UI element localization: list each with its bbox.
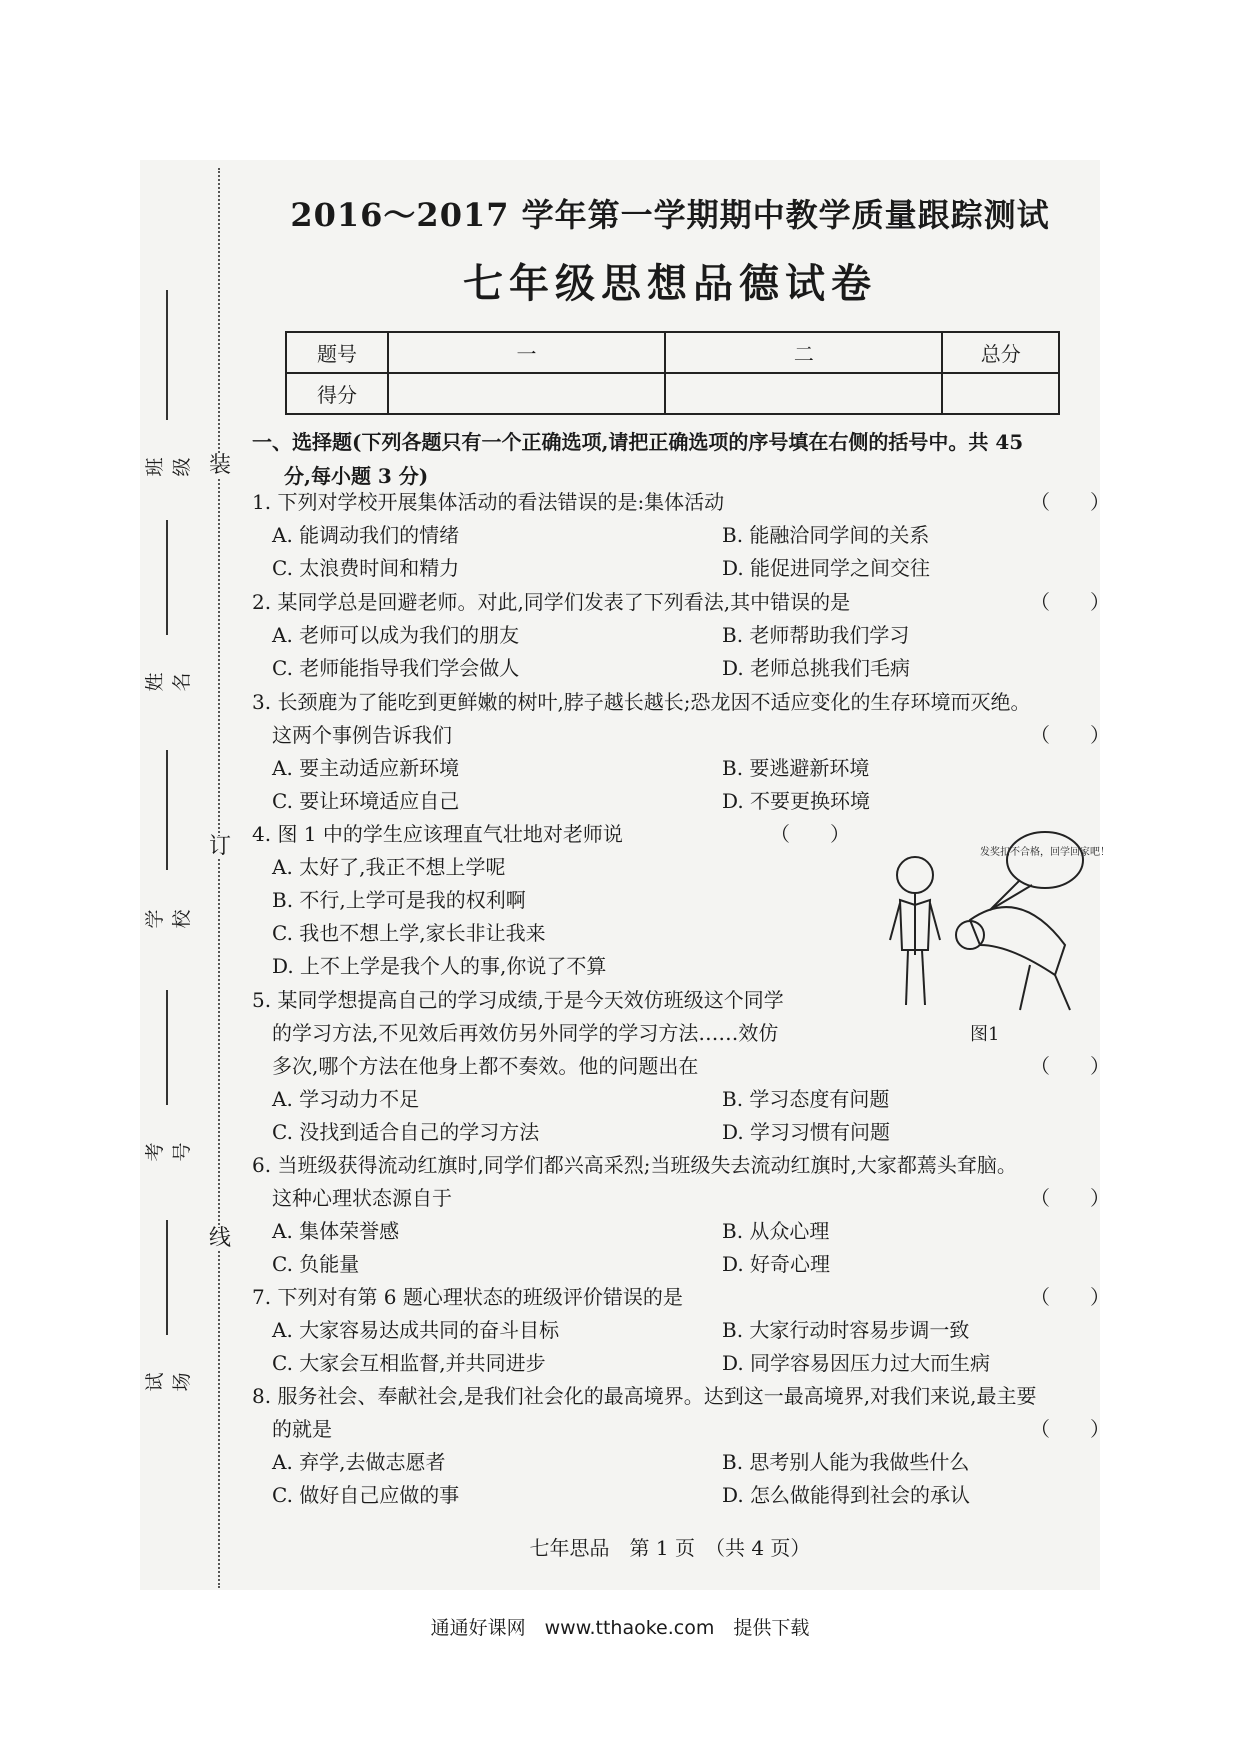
question-1-option-a[interactable]: A. 能调动我们的情绪	[272, 523, 460, 547]
score-header-part1: 一	[388, 332, 665, 373]
question-8-stem-line1: 8. 服务社会、奉献社会,是我们社会化的最高境界。达到这一最高境界,对我们来说,最主要	[252, 1384, 1037, 1408]
question-5-option-c[interactable]: C. 没找到适合自己的学习方法	[272, 1120, 540, 1144]
school-label: 学校	[144, 909, 193, 929]
question-2-option-d[interactable]: D. 老师总挑我们毛病	[722, 656, 911, 680]
question-6-stem-line2: 这种心理状态源自于	[272, 1186, 452, 1210]
name-label: 姓名	[144, 672, 193, 692]
question-2-option-c[interactable]: C. 老师能指导我们学会做人	[272, 656, 520, 680]
question-4-stem: 4. 图 1 中的学生应该理直气壮地对老师说	[252, 822, 623, 846]
question-3-option-b[interactable]: B. 要逃避新环境	[722, 756, 870, 780]
question-5-answer-blank[interactable]: （ ）	[1030, 1054, 1110, 1078]
question-7-option-b[interactable]: B. 大家行动时容易步调一致	[722, 1318, 970, 1342]
download-credit: 通通好课网 www.tthaoke.com 提供下载	[430, 1617, 810, 1639]
question-6-stem-line1: 6. 当班级获得流动红旗时,同学们都兴高采烈;当班级失去流动红旗时,大家都蔫头耷脑。	[252, 1153, 1017, 1177]
question-6-option-d[interactable]: D. 好奇心理	[722, 1252, 831, 1276]
question-3-stem-line2: 这两个事例告诉我们	[272, 723, 452, 747]
question-6-option-c[interactable]: C. 负能量	[272, 1252, 360, 1276]
exam-subtitle: 七年级思想品德试卷	[463, 260, 877, 307]
question-4-option-a[interactable]: A. 太好了,我正不想上学呢	[272, 855, 506, 879]
section-heading-line1: 一、选择题(下列各题只有一个正确选项,请把正确选项的序号填在右侧的括号中。共 45	[252, 430, 1024, 454]
figure-1-speech: 发奖扣不合格，回学回家吧！	[980, 847, 1110, 858]
question-5-option-b[interactable]: B. 学习态度有问题	[722, 1087, 890, 1111]
page-footer: 七年思品 第 1 页 （共 4 页）	[529, 1536, 811, 1560]
question-6-option-a[interactable]: A. 集体荣誉感	[272, 1219, 400, 1243]
question-4-answer-blank[interactable]: （ ）	[770, 822, 850, 846]
question-1-option-c[interactable]: C. 太浪费时间和精力	[272, 556, 460, 580]
score-cell-part1[interactable]	[388, 373, 665, 414]
question-8-option-a[interactable]: A. 弃学,去做志愿者	[272, 1450, 446, 1474]
question-1-option-d[interactable]: D. 能促进同学之间交往	[722, 556, 931, 580]
question-5-stem-line2: 的学习方法,不见效后再效仿另外同学的学习方法……效仿	[272, 1021, 779, 1045]
question-6-answer-blank[interactable]: （ ）	[1030, 1186, 1110, 1210]
question-3-option-d[interactable]: D. 不要更换环境	[722, 789, 871, 813]
question-1-answer-blank[interactable]: （ ）	[1030, 490, 1110, 514]
section-heading-line2: 分,每小题 3 分)	[284, 464, 429, 488]
question-5-stem-line1: 5. 某同学想提高自己的学习成绩,于是今天效仿班级这个同学	[252, 988, 784, 1012]
question-2-answer-blank[interactable]: （ ）	[1030, 590, 1110, 614]
question-3-option-a[interactable]: A. 要主动适应新环境	[272, 756, 460, 780]
figure-1-cartoon	[870, 825, 1110, 1025]
question-3-answer-blank[interactable]: （ ）	[1030, 723, 1110, 747]
question-5-option-a[interactable]: A. 学习动力不足	[272, 1087, 420, 1111]
name-field[interactable]	[144, 520, 193, 700]
binding-char-xian: 线	[208, 1226, 231, 1251]
question-7-option-d[interactable]: D. 同学容易因压力过大而生病	[722, 1351, 991, 1375]
question-4-option-c[interactable]: C. 我也不想上学,家长非让我来	[272, 921, 546, 945]
binding-char-zhuang: 装	[208, 453, 231, 478]
question-7-option-c[interactable]: C. 大家会互相监督,并共同进步	[272, 1351, 546, 1375]
question-6-option-b[interactable]: B. 从众心理	[722, 1219, 830, 1243]
question-7-stem: 7. 下列对有第 6 题心理状态的班级评价错误的是	[252, 1285, 683, 1309]
score-header-part2: 二	[665, 332, 942, 373]
question-1-stem: 1. 下列对学校开展集体活动的看法错误的是:集体活动	[252, 490, 725, 514]
score-row-label: 得分	[286, 373, 388, 414]
binding-line	[218, 168, 220, 1588]
question-4-option-d[interactable]: D. 上不上学是我个人的事,你说了不算	[272, 954, 607, 978]
section-heading	[252, 425, 1092, 493]
school-field[interactable]	[144, 750, 193, 930]
exam-room-label: 试场	[144, 1372, 193, 1392]
question-1-option-b[interactable]: B. 能融洽同学间的关系	[722, 523, 930, 547]
exam-room-field[interactable]	[144, 1220, 193, 1400]
exam-number-field[interactable]	[144, 990, 193, 1170]
question-2-option-b[interactable]: B. 老师帮助我们学习	[722, 623, 910, 647]
question-8-option-b[interactable]: B. 思考别人能为我做些什么	[722, 1450, 970, 1474]
question-3-option-c[interactable]: C. 要让环境适应自己	[272, 789, 460, 813]
question-5-stem-line3: 多次,哪个方法在他身上都不奏效。他的问题出在	[272, 1054, 699, 1078]
score-cell-total[interactable]	[942, 373, 1059, 414]
question-8-answer-blank[interactable]: （ ）	[1030, 1417, 1110, 1441]
class-field[interactable]	[144, 290, 193, 490]
question-4-option-b[interactable]: B. 不行,上学可是我的权利啊	[272, 888, 526, 912]
question-5-option-d[interactable]: D. 学习习惯有问题	[722, 1120, 891, 1144]
figure-1-caption: 图1	[970, 1024, 1000, 1045]
question-3-stem-line1: 3. 长颈鹿为了能吃到更鲜嫩的树叶,脖子越长越长;恐龙因不适应变化的生存环境而灭绝。	[252, 690, 1031, 714]
exam-title: 2016～2017 学年第一学期期中教学质量跟踪测试	[290, 196, 1050, 234]
question-2-stem: 2. 某同学总是回避老师。对此,同学们发表了下列看法,其中错误的是	[252, 590, 851, 614]
question-7-option-a[interactable]: A. 大家容易达成共同的奋斗目标	[272, 1318, 560, 1342]
question-8-option-d[interactable]: D. 怎么做能得到社会的承认	[722, 1483, 971, 1507]
score-header-total: 总分	[942, 332, 1059, 373]
score-header-number: 题号	[286, 332, 388, 373]
question-8-stem-line2: 的就是	[272, 1417, 332, 1441]
score-table	[285, 331, 1060, 415]
class-label: 班级	[144, 457, 193, 477]
score-cell-part2[interactable]	[665, 373, 942, 414]
question-7-answer-blank[interactable]: （ ）	[1030, 1285, 1110, 1309]
question-8-option-c[interactable]: C. 做好自己应做的事	[272, 1483, 460, 1507]
exam-number-label: 考号	[144, 1142, 193, 1162]
question-2-option-a[interactable]: A. 老师可以成为我们的朋友	[272, 623, 520, 647]
binding-char-ding: 订	[208, 834, 231, 859]
